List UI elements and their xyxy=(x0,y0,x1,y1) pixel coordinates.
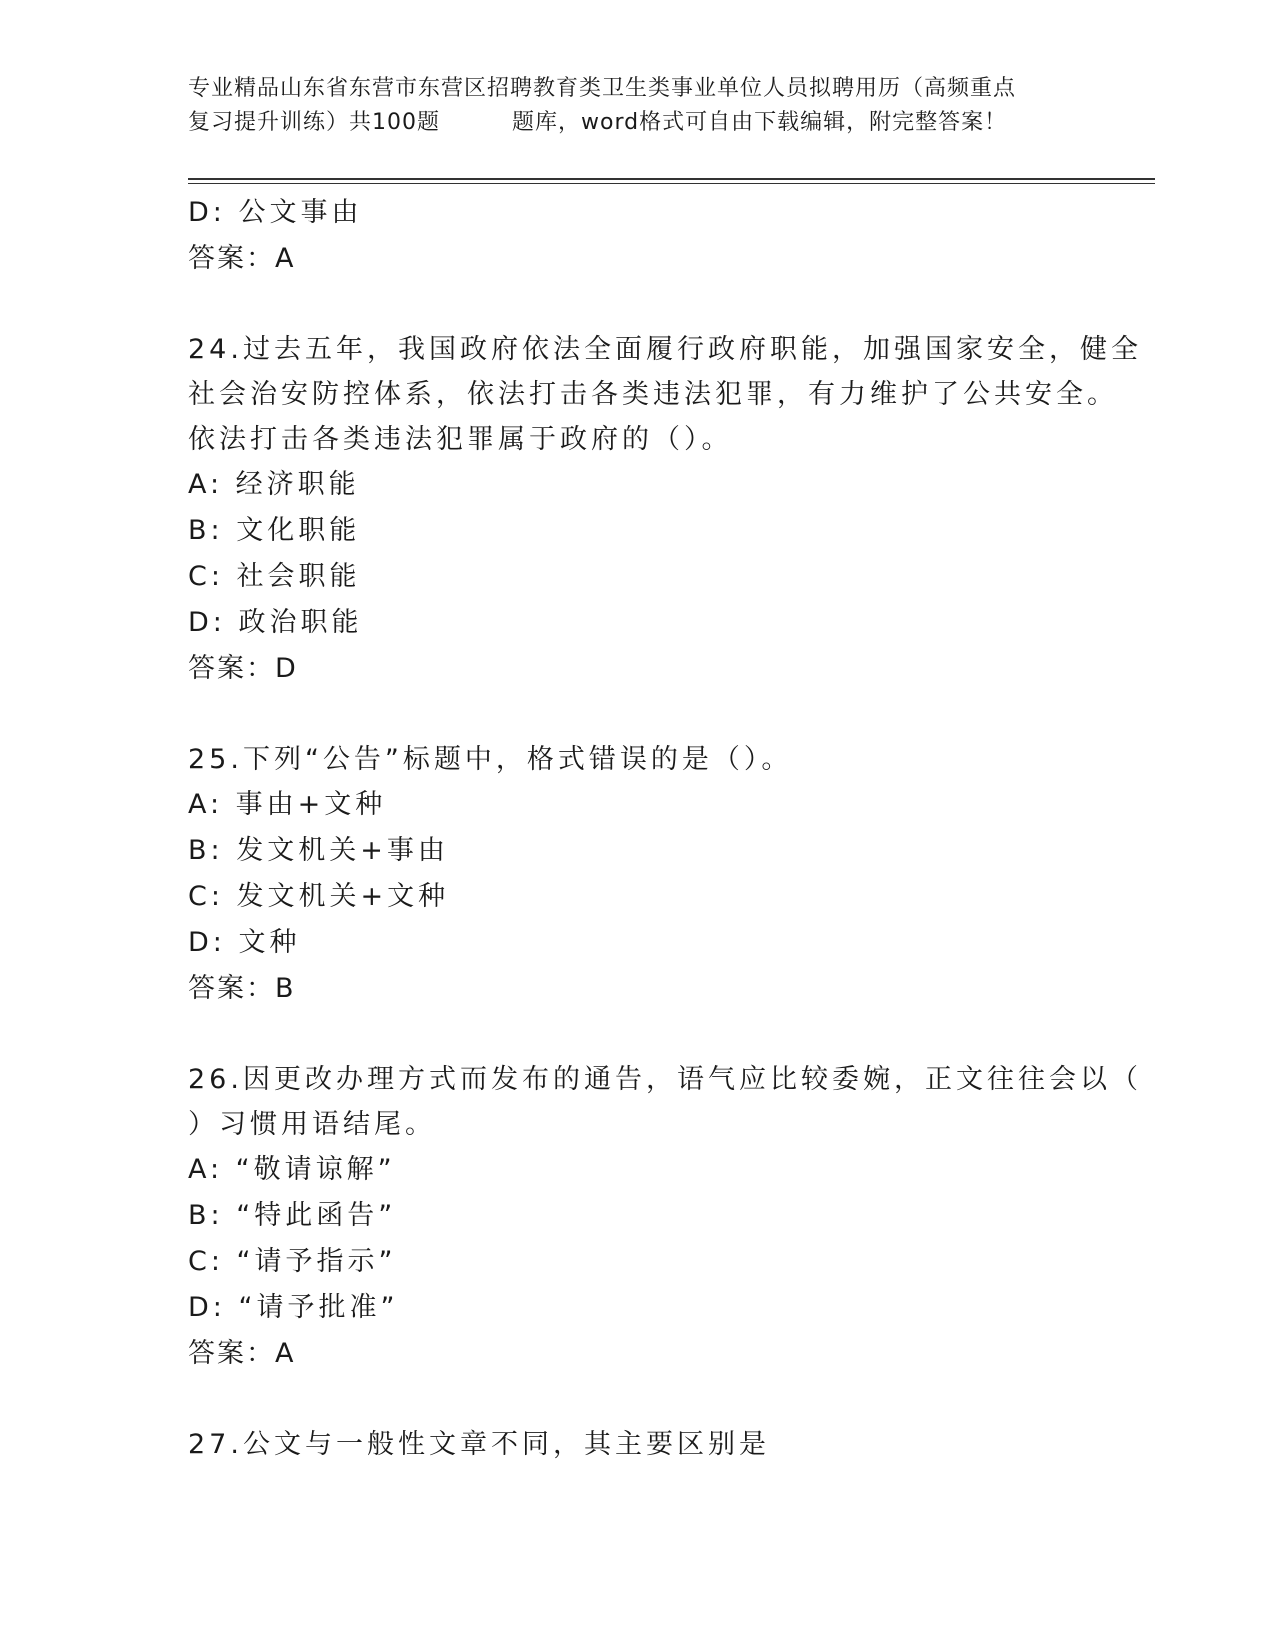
header-title-line-2-right: 题库，word格式可自由下载编辑，附完整答案！ xyxy=(512,110,1008,135)
option-d: D: 政治职能 xyxy=(188,607,363,638)
header-title-line-2 xyxy=(188,106,1088,140)
question-24 xyxy=(188,327,1142,692)
option-b: B: 文化职能 xyxy=(188,515,361,546)
option-d: D: 文种 xyxy=(188,927,301,958)
question-25 xyxy=(188,737,1088,1012)
header-rule-thin xyxy=(188,183,1155,184)
question-spacer xyxy=(188,692,1088,737)
option-b: B: 发文机关+事由 xyxy=(188,835,449,866)
question-26 xyxy=(188,1057,1142,1377)
question-stem-line: 依法打击各类违法犯罪属于政府的（）。 xyxy=(188,424,733,455)
document-header xyxy=(188,72,1088,140)
answer: 答案：A xyxy=(188,243,296,274)
option-a: A: “敬请谅解” xyxy=(188,1154,396,1185)
question-27 xyxy=(188,1422,1088,1467)
answer: 答案：D xyxy=(188,653,298,684)
question-stem-line: 27.公文与一般性文章不同，其主要区别是 xyxy=(188,1429,770,1460)
question-stem-line: 26.因更改办理方式而发布的通告，语气应比较委婉，正文往往会以（ xyxy=(188,1064,1142,1095)
question-spacer xyxy=(188,1012,1088,1057)
answer: 答案：B xyxy=(188,973,296,1004)
option-c: C: 社会职能 xyxy=(188,561,361,592)
header-rule-thick xyxy=(188,178,1155,180)
question-stem-line: 25.下列“公告”标题中，格式错误的是（）。 xyxy=(188,744,793,775)
question-stem-line: 社会治安防控体系，依法打击各类违法犯罪，有力维护了公共安全。 xyxy=(188,379,1118,410)
option-d: D: 公文事由 xyxy=(188,197,363,228)
option-a: A: 事由+文种 xyxy=(188,789,387,820)
option-b: B: “特此函告” xyxy=(188,1200,397,1231)
option-a: A: 经济职能 xyxy=(188,469,360,500)
question-spacer xyxy=(188,282,1088,327)
header-title-line-2-left: 复习提升训练）共100题 xyxy=(188,110,440,135)
question-stem-line: 24.过去五年，我国政府依法全面履行政府职能，加强国家安全，健全 xyxy=(188,334,1142,365)
question-spacer xyxy=(188,1377,1088,1422)
question-stem-line: ）习惯用语结尾。 xyxy=(188,1109,436,1140)
option-c: C: 发文机关+文种 xyxy=(188,881,450,912)
option-d: D: “请予批准” xyxy=(188,1292,399,1323)
option-c: C: “请予指示” xyxy=(188,1246,397,1277)
header-title-line-1: 专业精品山东省东营市东营区招聘教育类卫生类事业单位人员拟聘用历（高频重点 xyxy=(188,76,1017,101)
previous-question-tail xyxy=(188,190,1088,282)
answer: 答案：A xyxy=(188,1338,296,1369)
document-body xyxy=(188,190,1142,1467)
